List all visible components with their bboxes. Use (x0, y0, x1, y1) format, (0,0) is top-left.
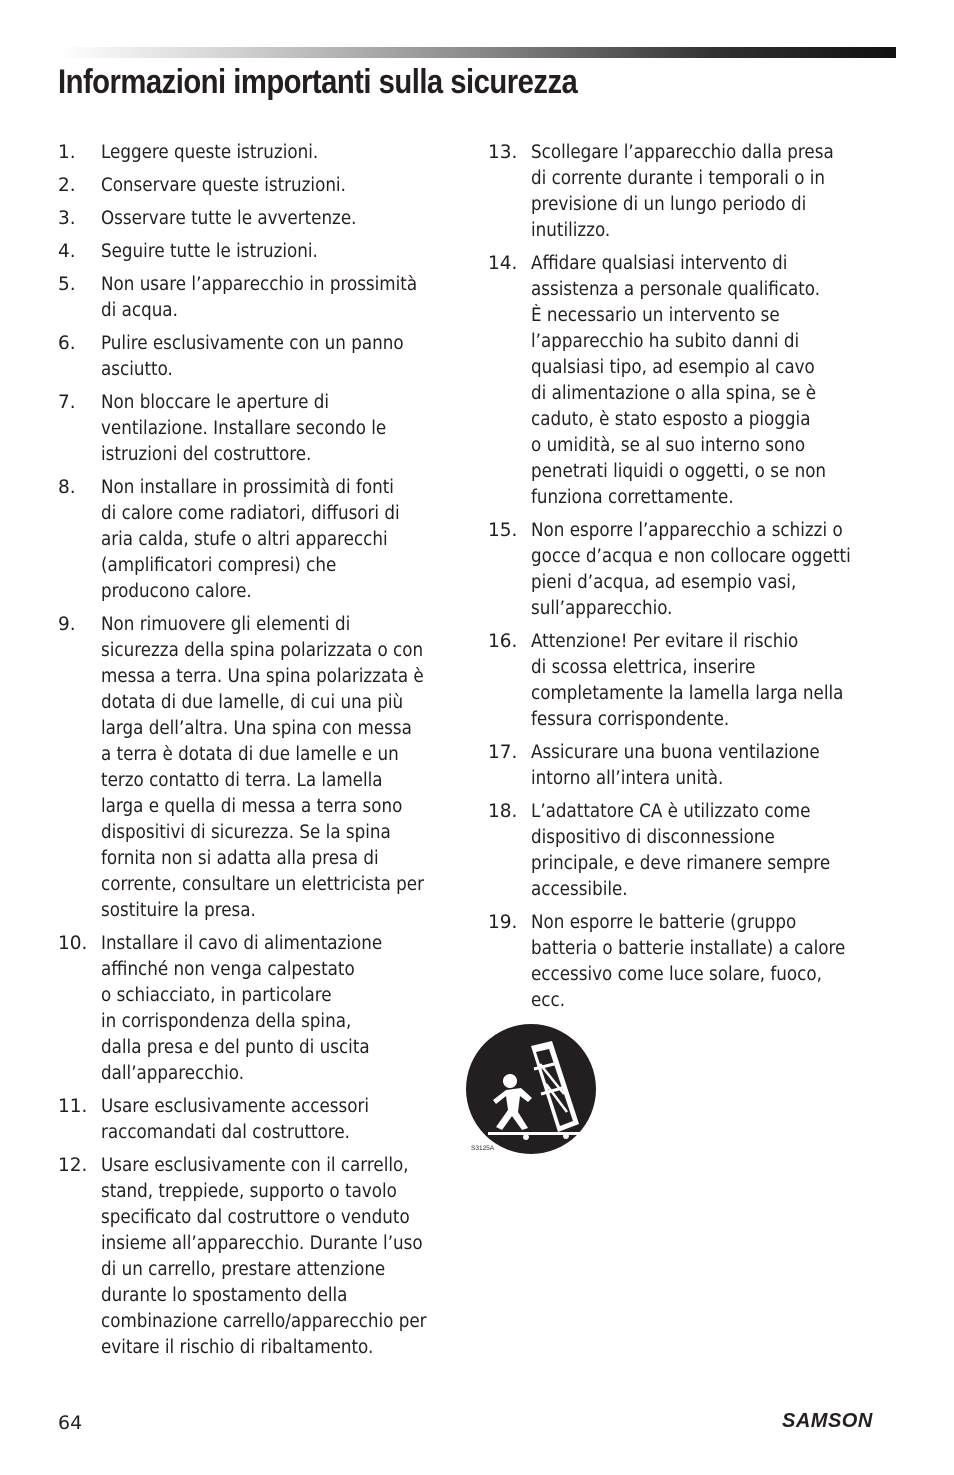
list-item (488, 799, 888, 903)
list-item-line: di alimentazione o alla spina, se è (531, 383, 817, 404)
list-item (58, 1153, 468, 1361)
list-item-number: 9. (58, 614, 76, 635)
list-item-text (531, 140, 888, 244)
list-item (488, 140, 888, 244)
list-item-line: sostituire la presa. (101, 900, 256, 921)
list-item-line: fessura corrispondente. (531, 709, 730, 730)
list-item-number: 15. (488, 520, 518, 541)
list-item-number: 8. (58, 477, 76, 498)
list-item-line: fornita non si adatta alla presa di (101, 848, 379, 869)
list-item-number: 2. (58, 175, 76, 196)
list-item-line: eccessivo come luce solare, fuoco, (531, 964, 822, 985)
list-item-line: Affidare qualsiasi intervento di (531, 253, 788, 274)
safety-list-right-column (488, 140, 888, 1021)
list-item-number: 19. (488, 912, 518, 933)
list-item-number: 1. (58, 142, 76, 163)
list-item-line: assistenza a personale qualificato. (531, 279, 821, 300)
list-item-line: o schiacciato, in particolare (101, 985, 332, 1006)
list-item-number: 12. (58, 1155, 88, 1176)
list-item-number: 14. (488, 253, 518, 274)
list-item-number: 10. (58, 933, 88, 954)
list-item-text (101, 206, 468, 232)
list-item-number: 4. (58, 241, 76, 262)
list-item-line: Non bloccare le aperture di (101, 392, 329, 413)
list-item (488, 910, 888, 1014)
list-item-line: di calore come radiatori, diffusori di (101, 503, 400, 524)
list-item-line: È necessario un intervento se (531, 305, 780, 326)
list-item-text (101, 390, 468, 468)
list-item-line: Attenzione! Per evitare il rischio (531, 631, 799, 652)
list-item-line: funziona correttamente. (531, 487, 734, 508)
page-number: 64 (58, 1412, 83, 1434)
list-item (58, 206, 468, 232)
list-item-line: insieme all’apparecchio. Durante l’uso (101, 1233, 423, 1254)
list-item-text (101, 931, 468, 1087)
list-item-line: caduto, è stato esposto a pioggia (531, 409, 811, 430)
list-item-line: previsione di un lungo periodo di (531, 194, 807, 215)
list-item (58, 390, 468, 468)
list-item-line: stand, treppiede, supporto o tavolo (101, 1181, 397, 1202)
list-item-line: penetrati liquidi o oggetti, o se non (531, 461, 827, 482)
list-item-number: 13. (488, 142, 518, 163)
list-item-line: Osservare tutte le avvertenze. (101, 208, 357, 229)
list-item-number: 3. (58, 208, 76, 229)
list-item-text (101, 1094, 468, 1146)
list-item-line: sull’apparecchio. (531, 598, 673, 619)
safety-list-left-column (58, 140, 468, 1368)
list-item-line: di scossa elettrica, inserire (531, 657, 756, 678)
list-item (58, 1094, 468, 1146)
list-item-line: di un carrello, prestare attenzione (101, 1259, 386, 1280)
list-item (58, 612, 468, 924)
brand-logo: SAMSON (782, 1410, 873, 1432)
list-item (58, 173, 468, 199)
list-item-line: l’apparecchio ha subito danni di (531, 331, 800, 352)
list-item-line: inutilizzo. (531, 220, 611, 241)
list-item-line: aria calda, stufe o altri apparecchi (101, 529, 388, 550)
list-item-line: Usare esclusivamente accessori (101, 1096, 370, 1117)
list-item-number: 17. (488, 742, 518, 763)
list-item-line: combinazione carrello/apparecchio per (101, 1311, 427, 1332)
list-item-text (101, 140, 468, 166)
list-item-number: 6. (58, 333, 76, 354)
list-item-line: raccomandati dal costruttore. (101, 1122, 351, 1143)
cart-tip-over-warning-icon (466, 1024, 596, 1154)
list-item-number: 16. (488, 631, 518, 652)
list-item-line: L’adattatore CA è utilizzato come (531, 801, 811, 822)
list-item-line: in corrispondenza della spina, (101, 1011, 352, 1032)
page-title: Informazioni importanti sulla sicurezza (58, 63, 578, 101)
list-item-line: larga e quella di messa a terra sono (101, 796, 403, 817)
list-item-line: batteria o batterie installate) a calore (531, 938, 846, 959)
list-item-line: o umidità, se al suo interno sono (531, 435, 806, 456)
list-item-line: producono calore. (101, 581, 252, 602)
list-item-number: 18. (488, 801, 518, 822)
list-item (488, 740, 888, 792)
list-item-line: istruzioni del costruttore. (101, 444, 312, 465)
list-item (58, 475, 468, 605)
list-item-text (531, 518, 888, 622)
list-item-line: ventilazione. Installare secondo le (101, 418, 387, 439)
list-item-line: messa a terra. Una spina polarizzata è (101, 666, 424, 687)
list-item (488, 251, 888, 511)
list-item-text (101, 475, 468, 605)
list-item-line: durante lo spostamento della (101, 1285, 348, 1306)
list-item-line: principale, e deve rimanere sempre (531, 853, 831, 874)
warning-symbol-code: S3125A (471, 1145, 495, 1152)
list-item-line: qualsiasi tipo, ad esempio al cavo (531, 357, 815, 378)
list-item (58, 239, 468, 265)
list-item-line: terzo contatto di terra. La lamella (101, 770, 383, 791)
list-item-line: accessibile. (531, 879, 628, 900)
list-item (488, 629, 888, 733)
list-item-text (101, 331, 468, 383)
list-item-line: intorno all’intera unità. (531, 768, 724, 789)
list-item (58, 331, 468, 383)
list-item-line: dotata di due lamelle, di cui una più (101, 692, 404, 713)
list-item-text (531, 799, 888, 903)
list-item-number: 11. (58, 1096, 88, 1117)
list-item-line: dall’apparecchio. (101, 1063, 245, 1084)
list-item-line: Installare il cavo di alimentazione (101, 933, 383, 954)
list-item-line: affinché non venga calpestato (101, 959, 355, 980)
list-item-line: Non installare in prossimità di fonti (101, 477, 394, 498)
list-item-line: pieni d’acqua, ad esempio vasi, (531, 572, 797, 593)
list-item-text (101, 272, 468, 324)
list-item-line: dispositivi di sicurezza. Se la spina (101, 822, 391, 843)
list-item (58, 272, 468, 324)
list-item-text (531, 251, 888, 511)
list-item-line: Assicurare una buona ventilazione (531, 742, 820, 763)
list-item-line: dalla presa e del punto di uscita (101, 1037, 370, 1058)
list-item-line: sicurezza della spina polarizzata o con (101, 640, 424, 661)
list-item-line: (amplificatori compresi) che (101, 555, 337, 576)
list-item-line: Non rimuovere gli elementi di (101, 614, 351, 635)
list-item-line: completamente la lamella larga nella (531, 683, 844, 704)
list-item-line: Usare esclusivamente con il carrello, (101, 1155, 409, 1176)
list-item-line: gocce d’acqua e non collocare oggetti (531, 546, 851, 567)
list-item-line: Conservare queste istruzioni. (101, 175, 346, 196)
list-item (58, 140, 468, 166)
list-item-line: di acqua. (101, 300, 178, 321)
list-item-text (531, 740, 888, 792)
list-item-line: Non usare l’apparecchio in prossimità (101, 274, 418, 295)
list-item-line: corrente, consultare un elettricista per (101, 874, 424, 895)
list-item-line: specificato dal costruttore o venduto (101, 1207, 410, 1228)
list-item-line: Non esporre le batterie (gruppo (531, 912, 797, 933)
list-item-text (531, 629, 888, 733)
list-item-line: Pulire esclusivamente con un panno (101, 333, 404, 354)
list-item-line: larga dell’altra. Una spina con messa (101, 718, 412, 739)
list-item-text (101, 239, 468, 265)
header-gradient-rule (58, 47, 896, 58)
list-item-text (101, 173, 468, 199)
list-item-line: ecc. (531, 990, 566, 1011)
list-item-text (101, 612, 468, 924)
list-item-line: Scollegare l’apparecchio dalla presa (531, 142, 834, 163)
list-item-line: dispositivo di disconnessione (531, 827, 775, 848)
list-item-line: evitare il rischio di ribaltamento. (101, 1337, 374, 1358)
list-item (488, 518, 888, 622)
list-item-text (531, 910, 888, 1014)
list-item-text (101, 1153, 468, 1361)
list-item-line: di corrente durante i temporali o in (531, 168, 826, 189)
list-item-line: Non esporre l’apparecchio a schizzi o (531, 520, 843, 541)
list-item-number: 7. (58, 392, 76, 413)
list-item-line: Leggere queste istruzioni. (101, 142, 319, 163)
list-item (58, 931, 468, 1087)
list-item-line: a terra è dotata di due lamelle e un (101, 744, 399, 765)
list-item-line: Seguire tutte le istruzioni. (101, 241, 318, 262)
list-item-line: asciutto. (101, 359, 173, 380)
list-item-number: 5. (58, 274, 76, 295)
